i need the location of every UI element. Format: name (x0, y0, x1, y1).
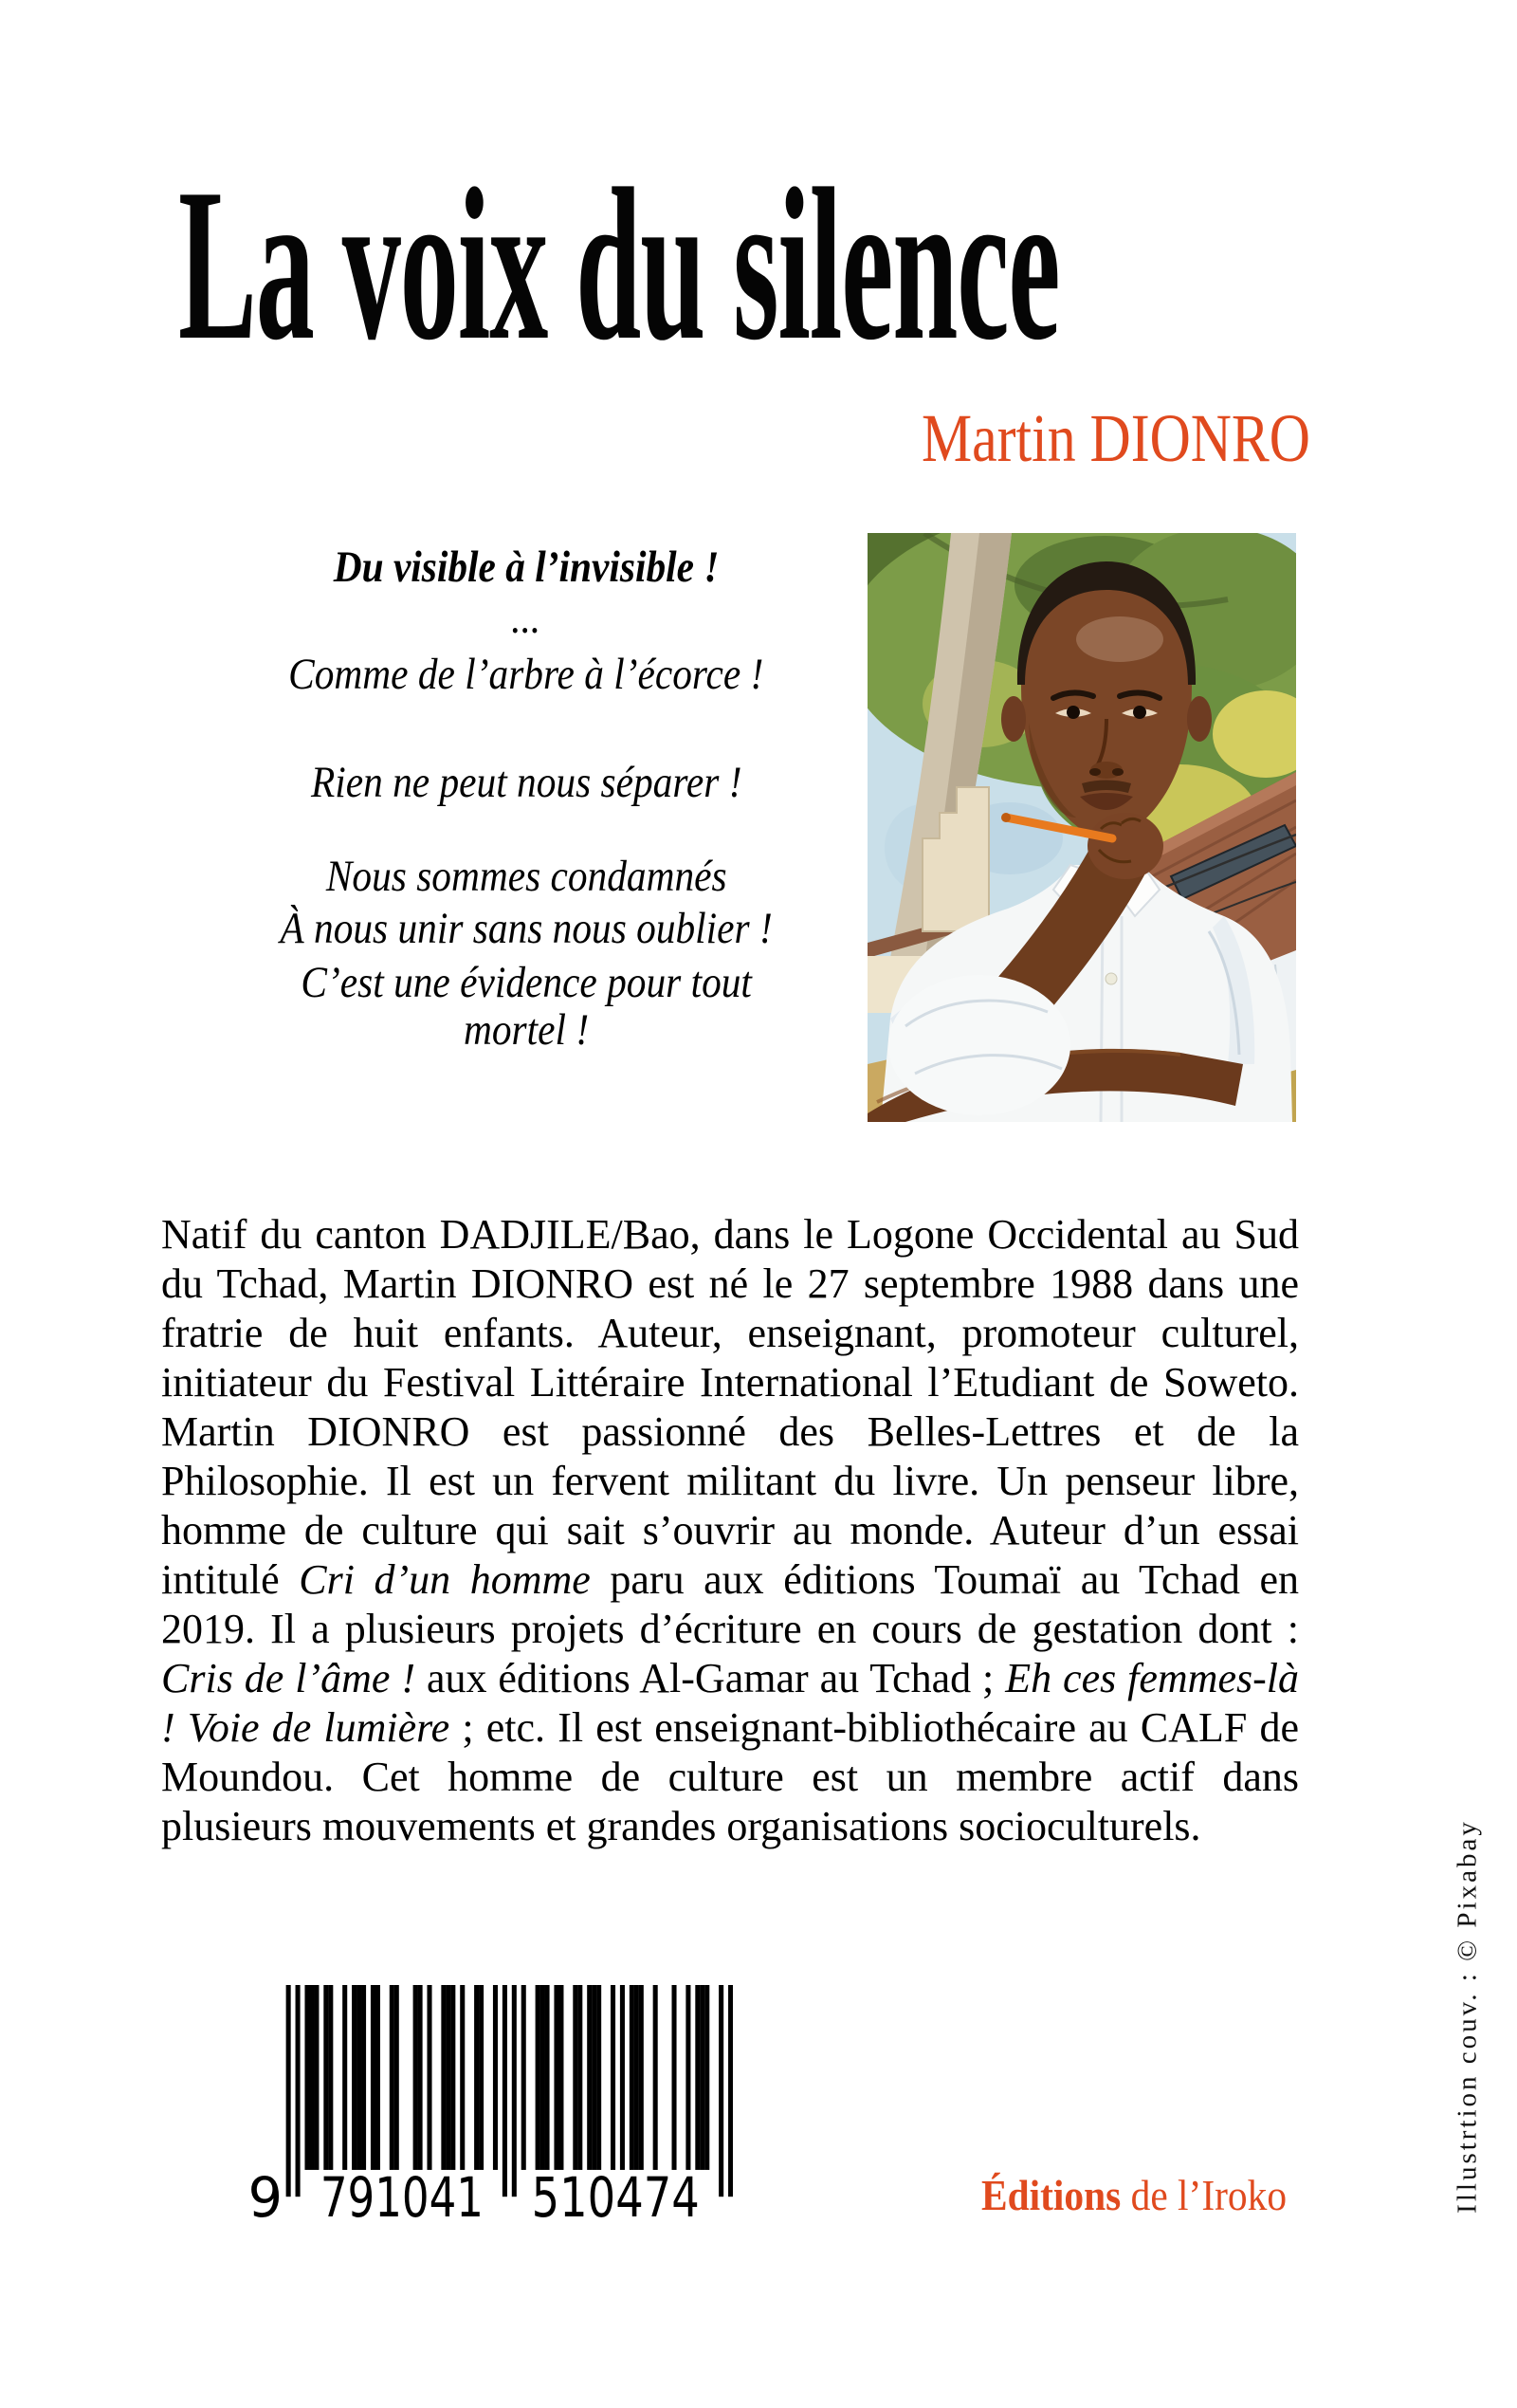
quote-ellipsis-text: ... (511, 594, 541, 643)
ear (1187, 696, 1212, 742)
author-photo (868, 533, 1296, 1122)
bio-work-title: Eh ces femmes-là ! Voie de lumière (161, 1655, 1299, 1751)
quote-stanza-line (133, 959, 920, 1006)
quote-stanza-text: mortel ! (463, 1005, 590, 1055)
quote-arbre-text: Comme de l’arbre à l’écorce ! (288, 650, 764, 699)
quotes-block (133, 0, 920, 1138)
author-biography (161, 1210, 1299, 1851)
barcode-bars (286, 1985, 733, 2197)
quote-lead-text: Du visible à l’invisible ! (333, 542, 720, 592)
quote-ellipsis (133, 595, 920, 642)
barcode-svg (239, 1985, 733, 2220)
quote-stanza-line (133, 1006, 920, 1054)
bio-segment: Natif du canton DADJILE/Bao, dans le Logone Occidental au Sud du Tchad, Martin DIONRO est né le 27 septembre 1988 dans une fratrie de huit enfants. Auteur, enseignant, promoteur culturel, initiateur du Festival Littéraire International l’Etudiant de Soweto. Martin DIONRO est passionné des Belles-Lettres et de la Philosophie. Il est un fervent militant du livre. Un penseur libre, homme de culture qui sait s’ouvrir au monde. Auteur d’un essai intitulé (161, 1211, 1299, 1603)
quote-stanza-line (133, 905, 920, 952)
author-photo-illustration (868, 533, 1296, 1122)
bio-segment: ; etc. Il est enseignant-bibliothécaire au CALF de Moundou. Cet homme de culture est un membre actif dans plusieurs mouvements et grandes organisations socioculturels. (161, 1704, 1299, 1849)
quote-arbre (133, 651, 920, 698)
isbn-barcode (239, 1985, 733, 2220)
quote-separer-text: Rien ne peut nous séparer ! (310, 758, 742, 807)
publisher-name (981, 2172, 1287, 2220)
publisher-name-rest: de l’Iroko (1121, 2171, 1288, 2219)
author-name: Martin DIONRO (922, 400, 1310, 476)
book-title: La voix du silence (178, 143, 1060, 385)
quote-stanza-text: Nous sommes condamnés (325, 852, 727, 901)
publisher-name-bold: Éditions (981, 2171, 1122, 2219)
bio-work-title: Cri d’un homme (299, 1556, 591, 1603)
shirt-button (1106, 973, 1117, 984)
rolled-sleeve-cuff (888, 975, 1070, 1115)
barcode-digits-left: 791041 (320, 2166, 484, 2220)
fist (1087, 813, 1163, 879)
cover-illustration-credit: Illustrtion couv. : © Pixabay (1452, 1819, 1483, 2214)
barcode-digits-right: 510474 (531, 2166, 700, 2220)
quote-stanza-text: À nous unir sans nous oublier ! (280, 904, 773, 953)
quote-stanza-text: C’est une évidence pour tout (301, 958, 752, 1007)
barcode-digit-first: 9 (247, 2166, 283, 2220)
bio-segment: aux éditions Al-Gamar au Tchad ; (415, 1655, 1006, 1701)
quote-lead (133, 543, 920, 591)
ear (1001, 696, 1026, 742)
quote-stanza-line (133, 853, 920, 900)
quote-separer (133, 759, 920, 806)
bio-work-title: Cris de l’âme ! (161, 1655, 416, 1701)
bio-segment: paru aux éditions Toumaï au Tchad en 2019. Il a plusieurs projets d’écriture en cours de gestation dont : (161, 1556, 1299, 1652)
